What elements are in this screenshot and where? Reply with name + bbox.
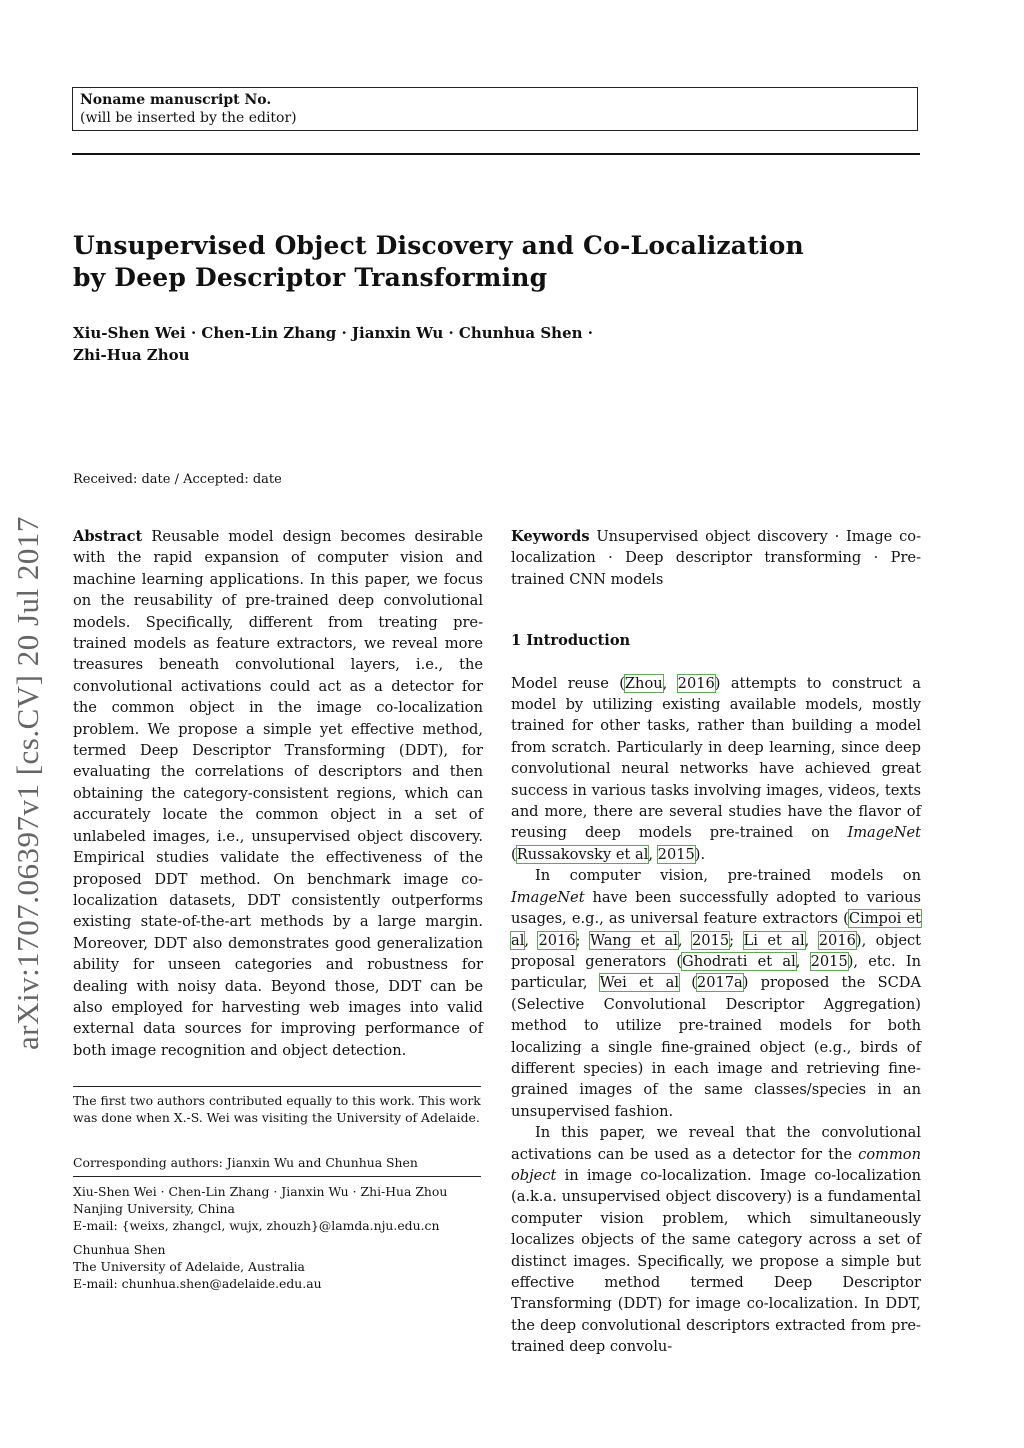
section-heading-introduction: 1 Introduction	[511, 632, 631, 650]
footnote-equal-contribution	[73, 1092, 485, 1126]
citation-link[interactable]: 2016	[677, 674, 715, 692]
citation-link[interactable]: 2015	[692, 931, 730, 949]
text-run: ,	[804, 931, 819, 949]
citation-link[interactable]: 2017a	[696, 974, 743, 992]
text-run: in image co-localization. Image co-localization (a.k.a. unsupervised object discovery) is a fundamental computer vision problem, which simultaneously localizes objects of the same category across a set of distinct images. Specifically, we propose a simple but effective method termed Deep Descriptor Transforming (DDT) for image co-localization. In DDT, the deep convolutional descriptors extracted from pre-trained deep convolu-	[511, 1166, 921, 1356]
text-run: (	[511, 845, 517, 863]
author-list	[73, 322, 913, 366]
emphasis-text: ImageNet	[847, 824, 921, 842]
affiliation-names: Xiu-Shen Wei · Chen-Lin Zhang · Jianxin Wu · Zhi-Hua Zhou	[73, 1184, 448, 1199]
citation-link[interactable]: 2016	[818, 931, 856, 949]
text-run: ) proposed the SCDA (Selective Convolutional Descriptor Aggregation) method to utilize pre-trained models for both localizing a single fine-grained object (e.g., birds of different species) in each image and retrieving fine-grained images of the same classes/species in an unsupervised fashion.	[511, 974, 921, 1120]
intro-paragraph-2	[511, 865, 921, 1122]
affiliation-institution: The University of Adelaide, Australia	[73, 1259, 305, 1274]
title-line-2: by Deep Descriptor Transforming	[73, 263, 548, 292]
text-run: ,	[648, 845, 658, 863]
citation-link[interactable]: 2015	[657, 845, 695, 863]
citation-link[interactable]: Wang et al	[589, 931, 678, 949]
text-run: ;	[575, 931, 590, 949]
keywords-text: Unsupervised object discovery · Image co-localization · Deep descriptor transforming · Pre-trained CNN models	[511, 528, 921, 588]
title-line-1: Unsupervised Object Discovery and Co-Localization	[73, 231, 804, 260]
citation-link[interactable]: Ghodrati et al	[682, 952, 796, 970]
text-run: ,	[524, 931, 539, 949]
header-rule	[72, 153, 920, 155]
footnote-corresponding	[73, 1154, 485, 1171]
arxiv-identifier-stamp: arXiv:1707.06397v1 [cs.CV] 20 Jul 2017	[10, 516, 45, 1050]
manuscript-info-box	[72, 87, 918, 131]
text-run: ;	[729, 931, 744, 949]
text-run: ,	[662, 674, 678, 692]
emphasis-text: common object	[511, 1145, 921, 1184]
manuscript-number-label: Noname manuscript No.	[80, 92, 272, 108]
abstract-label: Abstract	[73, 528, 143, 545]
text-run: Model reuse (	[511, 674, 625, 692]
citation-link[interactable]: Wei et al	[599, 974, 680, 992]
keywords	[511, 526, 921, 590]
text-run: ,	[677, 931, 693, 949]
citation-link[interactable]: 2015	[810, 952, 848, 970]
affiliation-names: Chunhua Shen	[73, 1242, 166, 1257]
left-column	[73, 526, 483, 1061]
emphasis-text: ImageNet	[511, 888, 585, 906]
text-run: In computer vision, pre-trained models on	[535, 867, 921, 885]
right-column	[511, 526, 921, 1358]
abstract	[73, 526, 483, 1061]
manuscript-editor-note: (will be inserted by the editor)	[80, 110, 297, 126]
footnote-rule	[73, 1086, 481, 1087]
citation-link[interactable]: Li et al	[743, 931, 805, 949]
affiliation-institution: Nanjing University, China	[73, 1201, 235, 1216]
text-run: ), etc. In particular,	[511, 952, 921, 992]
citation-link[interactable]: 2016	[538, 931, 576, 949]
affiliation-rule	[73, 1176, 481, 1177]
affiliation-email: E-mail: {weixs, zhangcl, wujx, zhouzh}@lamda.nju.edu.cn	[73, 1218, 440, 1233]
footnote-equal-text: The first two authors contributed equally to this work. This work was done when X.-S. Wei was visiting the University of Adelaide.	[73, 1093, 481, 1125]
abstract-text: Reusable model design becomes desirable with the rapid expansion of computer vision and machine learning applications. In this paper, we focus on the reusability of pre-trained deep convolutional models. Specifically, different from treating pre-trained models as feature extractors, we reveal more treasures beneath convolutional layers, i.e., the convolutional activations could act as a detector for the common object in the image co-localization problem. We propose a simple yet effective method, termed Deep Descriptor Transforming (DDT), for evaluating the correlations of descriptors and then obtaining the category-consistent regions, which can accurately locate the common object in a set of unlabeled images, i.e., unsupervised object discovery. Empirical studies validate the effectiveness of the proposed DDT method. On benchmark image co-localization datasets, DDT consistently outperforms existing state-of-the-art methods by a large margin. Moreover, DDT also demonstrates good generalization ability for unseen categories and robustness for dealing with noisy data. Beyond those, DDT can be also employed for harvesting web images into valid external data sources for improving performance of both image recognition and object detection.	[73, 528, 483, 1059]
keywords-label: Keywords	[511, 528, 590, 545]
citation-link[interactable]: Zhou	[624, 674, 663, 692]
text-run: In this paper, we reveal that the convolutional activations can be used as a detector for the	[511, 1124, 921, 1163]
text-run: have been successfully adopted to various usages, e.g., as universal feature extractors (	[511, 888, 921, 928]
text-run: ), object proposal generators (	[511, 931, 921, 970]
intro-paragraph-3	[511, 1122, 921, 1357]
intro-paragraph-1	[511, 673, 921, 866]
received-date: Received: date / Accepted: date	[73, 472, 282, 487]
affiliation-adelaide	[73, 1241, 485, 1292]
text-run: ,	[795, 952, 811, 970]
authors-line-2: Zhi-Hua Zhou	[73, 346, 190, 364]
paper-title	[73, 230, 913, 294]
text-run: ).	[694, 845, 706, 863]
text-run: ) attempts to construct a model by utilizing existing available models, mostly trained for other tasks, rather than building a model from scratch. Particularly in deep learning, since deep convolutional neural networks have achieved great success in various tasks involving images, videos, texts and more, there are several studies have the flavor of reusing deep models pre-trained on	[511, 674, 921, 842]
authors-line-1: Xiu-Shen Wei · Chen-Lin Zhang · Jianxin Wu · Chunhua Shen ·	[73, 324, 593, 342]
text-run: (	[679, 974, 697, 992]
citation-link[interactable]: Russakovsky et al	[516, 845, 649, 863]
citation-link[interactable]: Cimpoi et al	[511, 910, 921, 949]
footnote-corresponding-text: Corresponding authors: Jianxin Wu and Chunhua Shen	[73, 1155, 418, 1170]
affiliation-nanjing	[73, 1183, 485, 1234]
affiliation-email: E-mail: chunhua.shen@adelaide.edu.au	[73, 1276, 322, 1291]
